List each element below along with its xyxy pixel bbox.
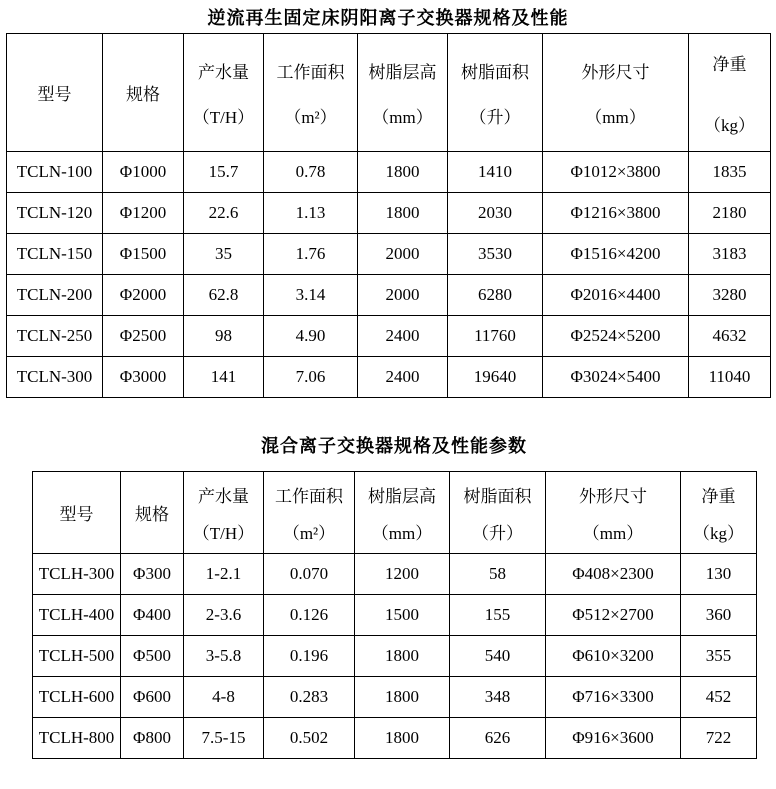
column-label: 净重 bbox=[712, 54, 747, 74]
table-cell: 2030 bbox=[448, 193, 543, 234]
table-cell: Φ408×2300 bbox=[546, 554, 681, 595]
table-cell: Φ610×3200 bbox=[546, 636, 681, 677]
table-row bbox=[7, 234, 771, 275]
table-cell: 355 bbox=[681, 636, 757, 677]
table1-body bbox=[7, 152, 771, 398]
table-cell: 3530 bbox=[448, 234, 543, 275]
table-cell: 98 bbox=[184, 316, 264, 357]
table-cell: 360 bbox=[681, 595, 757, 636]
table1-title: 逆流再生固定床阴阳离子交换器规格及性能 bbox=[207, 8, 569, 28]
column-label: 产水量 bbox=[198, 62, 249, 82]
col-header-resin-volume bbox=[450, 472, 546, 554]
table-cell: 540 bbox=[450, 636, 546, 677]
table-cell: 11040 bbox=[689, 357, 771, 398]
column-label: 树脂层高 bbox=[368, 62, 437, 82]
table-row bbox=[7, 316, 771, 357]
table-cell: 35 bbox=[184, 234, 264, 275]
table-cell: Φ716×3300 bbox=[546, 677, 681, 718]
column-unit: （T/H） bbox=[192, 523, 255, 543]
col-header-spec bbox=[103, 34, 184, 152]
table-cell: Φ400 bbox=[121, 595, 184, 636]
table-cell: TCLH-300 bbox=[33, 554, 121, 595]
column-label: 工作面积 bbox=[275, 486, 343, 506]
table-cell: 0.196 bbox=[264, 636, 355, 677]
col-header-model bbox=[33, 472, 121, 554]
table-cell: 348 bbox=[450, 677, 546, 718]
table-row bbox=[33, 677, 757, 718]
table-cell: 141 bbox=[184, 357, 264, 398]
table-cell: 1200 bbox=[355, 554, 450, 595]
col-header-working-area bbox=[264, 472, 355, 554]
column-label: 型号 bbox=[59, 505, 94, 524]
col-header-resin-layer-height bbox=[358, 34, 448, 152]
table-cell: TCLN-300 bbox=[7, 357, 103, 398]
table-cell: 2180 bbox=[689, 193, 771, 234]
table-cell: Φ3000 bbox=[103, 357, 184, 398]
table-cell: 1800 bbox=[355, 677, 450, 718]
column-label: 外形尺寸 bbox=[579, 486, 647, 506]
table-cell: 0.502 bbox=[264, 718, 355, 759]
column-unit: （m²） bbox=[284, 107, 337, 127]
table-row bbox=[33, 595, 757, 636]
column-label: 树脂面积 bbox=[461, 62, 529, 82]
table-cell: 0.283 bbox=[264, 677, 355, 718]
table-cell: TCLN-200 bbox=[7, 275, 103, 316]
column-unit: （kg） bbox=[704, 115, 755, 135]
table-cell: 3280 bbox=[689, 275, 771, 316]
table-cell: 0.070 bbox=[264, 554, 355, 595]
table-cell: 62.8 bbox=[184, 275, 264, 316]
table-cell: TCLH-500 bbox=[33, 636, 121, 677]
col-header-resin-volume bbox=[448, 34, 543, 152]
table-cell: Φ2500 bbox=[103, 316, 184, 357]
table-cell: 6280 bbox=[448, 275, 543, 316]
table-cell: Φ2016×4400 bbox=[543, 275, 689, 316]
table-cell: 1.13 bbox=[264, 193, 358, 234]
table-cell: Φ300 bbox=[121, 554, 184, 595]
table-cell: 452 bbox=[681, 677, 757, 718]
table-cell: 1.76 bbox=[264, 234, 358, 275]
table-cell: 722 bbox=[681, 718, 757, 759]
table-cell: Φ512×2700 bbox=[546, 595, 681, 636]
table-cell: Φ800 bbox=[121, 718, 184, 759]
column-label: 树脂层高 bbox=[368, 486, 436, 506]
table-cell: 2000 bbox=[358, 275, 448, 316]
col-header-spec bbox=[121, 472, 184, 554]
table-cell: TCLN-120 bbox=[7, 193, 103, 234]
table-cell: 1800 bbox=[358, 193, 448, 234]
table-cell: Φ1216×3800 bbox=[543, 193, 689, 234]
table-cell: 7.5-15 bbox=[184, 718, 264, 759]
table-cell: 1800 bbox=[355, 718, 450, 759]
column-unit: （mm） bbox=[371, 523, 433, 543]
table-cell: Φ916×3600 bbox=[546, 718, 681, 759]
table-cell: 22.6 bbox=[184, 193, 264, 234]
table-cell: TCLH-800 bbox=[33, 718, 121, 759]
table-cell: Φ1200 bbox=[103, 193, 184, 234]
table-cell: Φ1500 bbox=[103, 234, 184, 275]
table-cell: 4-8 bbox=[184, 677, 264, 718]
table-cell: 4632 bbox=[689, 316, 771, 357]
table-cell: 155 bbox=[450, 595, 546, 636]
column-label: 规格 bbox=[135, 505, 169, 524]
table-row bbox=[7, 193, 771, 234]
column-label: 工作面积 bbox=[276, 62, 345, 82]
table-cell: 11760 bbox=[448, 316, 543, 357]
table-cell: Φ1012×3800 bbox=[543, 152, 689, 193]
table-cell: 0.78 bbox=[264, 152, 358, 193]
col-header-net-weight bbox=[689, 34, 771, 152]
column-unit: （T/H） bbox=[192, 107, 255, 127]
table-cell: 58 bbox=[450, 554, 546, 595]
table-cell: 1800 bbox=[355, 636, 450, 677]
col-header-water-output bbox=[184, 472, 264, 554]
table-cell: TCLH-400 bbox=[33, 595, 121, 636]
table-cell: 4.90 bbox=[264, 316, 358, 357]
table-cell: Φ1000 bbox=[103, 152, 184, 193]
table2-mixed-exchanger-spec bbox=[32, 471, 757, 759]
table-cell: 1835 bbox=[689, 152, 771, 193]
table-row bbox=[7, 152, 771, 193]
column-unit: （升） bbox=[469, 107, 521, 127]
table-cell: Φ500 bbox=[121, 636, 184, 677]
col-header-dimensions bbox=[543, 34, 689, 152]
table-row bbox=[33, 636, 757, 677]
table-cell: Φ3024×5400 bbox=[543, 357, 689, 398]
table-row bbox=[7, 357, 771, 398]
table-row bbox=[33, 554, 757, 595]
column-label: 产水量 bbox=[198, 486, 249, 506]
table2-body bbox=[33, 554, 757, 759]
column-unit: （mm） bbox=[585, 107, 646, 127]
table-cell: 130 bbox=[681, 554, 757, 595]
col-header-net-weight bbox=[681, 472, 757, 554]
table-cell: 7.06 bbox=[264, 357, 358, 398]
table-cell: 2000 bbox=[358, 234, 448, 275]
table-cell: 3183 bbox=[689, 234, 771, 275]
table-cell: Φ600 bbox=[121, 677, 184, 718]
table-cell: 0.126 bbox=[264, 595, 355, 636]
column-unit: （mm） bbox=[372, 107, 433, 127]
col-header-model bbox=[7, 34, 103, 152]
table-cell: 1800 bbox=[358, 152, 448, 193]
table-row bbox=[33, 718, 757, 759]
column-unit: （mm） bbox=[582, 523, 644, 543]
col-header-resin-layer-height bbox=[355, 472, 450, 554]
column-unit: （kg） bbox=[693, 523, 744, 543]
table-cell: 15.7 bbox=[184, 152, 264, 193]
table-cell: 2400 bbox=[358, 357, 448, 398]
col-header-dimensions bbox=[546, 472, 681, 554]
table-cell: 1500 bbox=[355, 595, 450, 636]
table1-header-row bbox=[7, 34, 771, 152]
table-cell: 1410 bbox=[448, 152, 543, 193]
table-cell: 19640 bbox=[448, 357, 543, 398]
column-label: 外形尺寸 bbox=[581, 62, 650, 82]
table-cell: TCLN-150 bbox=[7, 234, 103, 275]
table2-title: 混合离子交换器规格及性能参数 bbox=[261, 436, 527, 456]
col-header-water-output bbox=[184, 34, 264, 152]
table1-counterflow-exchanger-spec bbox=[6, 33, 771, 398]
table-cell: 2400 bbox=[358, 316, 448, 357]
column-label: 树脂面积 bbox=[463, 486, 532, 506]
table-cell: 2-3.6 bbox=[184, 595, 264, 636]
table-cell: Φ2000 bbox=[103, 275, 184, 316]
table-cell: TCLH-600 bbox=[33, 677, 121, 718]
table-row bbox=[7, 275, 771, 316]
table-cell: 3-5.8 bbox=[184, 636, 264, 677]
table-cell: 1-2.1 bbox=[184, 554, 264, 595]
table-cell: 626 bbox=[450, 718, 546, 759]
col-header-working-area bbox=[264, 34, 358, 152]
table-cell: Φ1516×4200 bbox=[543, 234, 689, 275]
table-cell: Φ2524×5200 bbox=[543, 316, 689, 357]
column-label: 型号 bbox=[37, 85, 72, 104]
column-unit: （升） bbox=[472, 523, 523, 543]
column-label: 规格 bbox=[126, 85, 160, 104]
table-cell: TCLN-100 bbox=[7, 152, 103, 193]
column-label: 净重 bbox=[701, 486, 736, 506]
table-cell: 3.14 bbox=[264, 275, 358, 316]
column-unit: （m²） bbox=[282, 523, 336, 543]
table2-header-row bbox=[33, 472, 757, 554]
table-cell: TCLN-250 bbox=[7, 316, 103, 357]
